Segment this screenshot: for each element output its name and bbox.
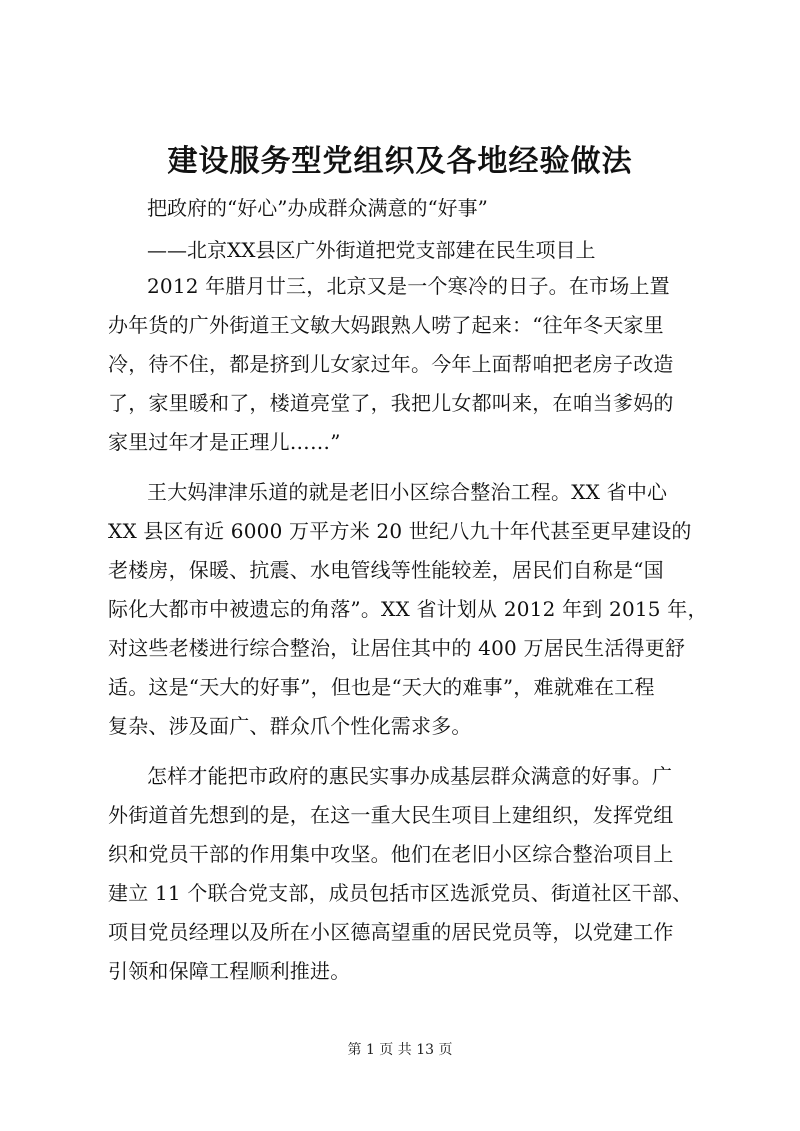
paragraph-line: XX 县区有近 6000 万平方米 20 世纪八九十年代甚至更早建设的 — [108, 519, 692, 543]
subtitle-line-1: 把政府的“好心”办成群众满意的“好事” — [147, 196, 488, 220]
paragraph-line: 老楼房，保暖、抗震、水电管线等性能较差，居民们自称是“国 — [108, 558, 664, 582]
paragraph-line: 对这些老楼进行综合整治，让居住其中的 400 万居民生活得更舒 — [108, 636, 686, 660]
paragraph-line: 外街道首先想到的是，在这一重大民生项目上建组织，发挥党组 — [108, 803, 674, 827]
paragraph-line: 家里过年才是正理儿……” — [108, 430, 341, 454]
paragraph-line: 怎样才能把市政府的惠民实事办成基层群众满意的好事。广 — [147, 764, 673, 788]
paragraph-line: 王大妈津津乐道的就是老旧小区综合整治工程。XX 省中心 — [147, 480, 668, 504]
subtitle-line-2: ——北京XX县区广外街道把党支部建在民生项目上 — [147, 238, 596, 262]
paragraph-line: 冷，待不住，都是挤到儿女家过年。今年上面帮咱把老房子改造 — [108, 352, 674, 376]
paragraph-line: 复杂、涉及面广、群众爪个性化需求多。 — [108, 714, 472, 738]
paragraph-line: 建立 11 个联合党支部，成员包括市区选派党员、街道社区干部、 — [108, 881, 693, 905]
paragraph-line: 适。这是“天大的好事”，但也是“天大的难事”，难就难在工程 — [108, 675, 655, 699]
paragraph-line: 项目党员经理以及所在小区德高望重的居民党员等，以党建工作 — [108, 920, 674, 944]
paragraph-line: 办年货的广外街道王文敏大妈跟熟人唠了起来：“往年冬天家里 — [108, 313, 664, 337]
paragraph-line: 引领和保障工程顺利推进。 — [108, 959, 351, 983]
paragraph-line: 织和党员干部的作用集中攻坚。他们在老旧小区综合整治项目上 — [108, 842, 674, 866]
document-title: 建设服务型党组织及各地经验做法 — [167, 144, 633, 179]
paragraph-line: 际化大都市中被遗忘的角落”。XX 省计划从 2012 年到 2015 年， — [108, 597, 708, 621]
paragraph-line: 了，家里暖和了，楼道亮堂了，我把儿女都叫来，在咱当爹妈的 — [108, 391, 674, 415]
paragraph-line: 2012 年腊月廿三，北京又是一个寒冷的日子。在市场上置 — [147, 274, 670, 298]
page-footer: 第 1 页 共 13 页 — [347, 1042, 453, 1058]
